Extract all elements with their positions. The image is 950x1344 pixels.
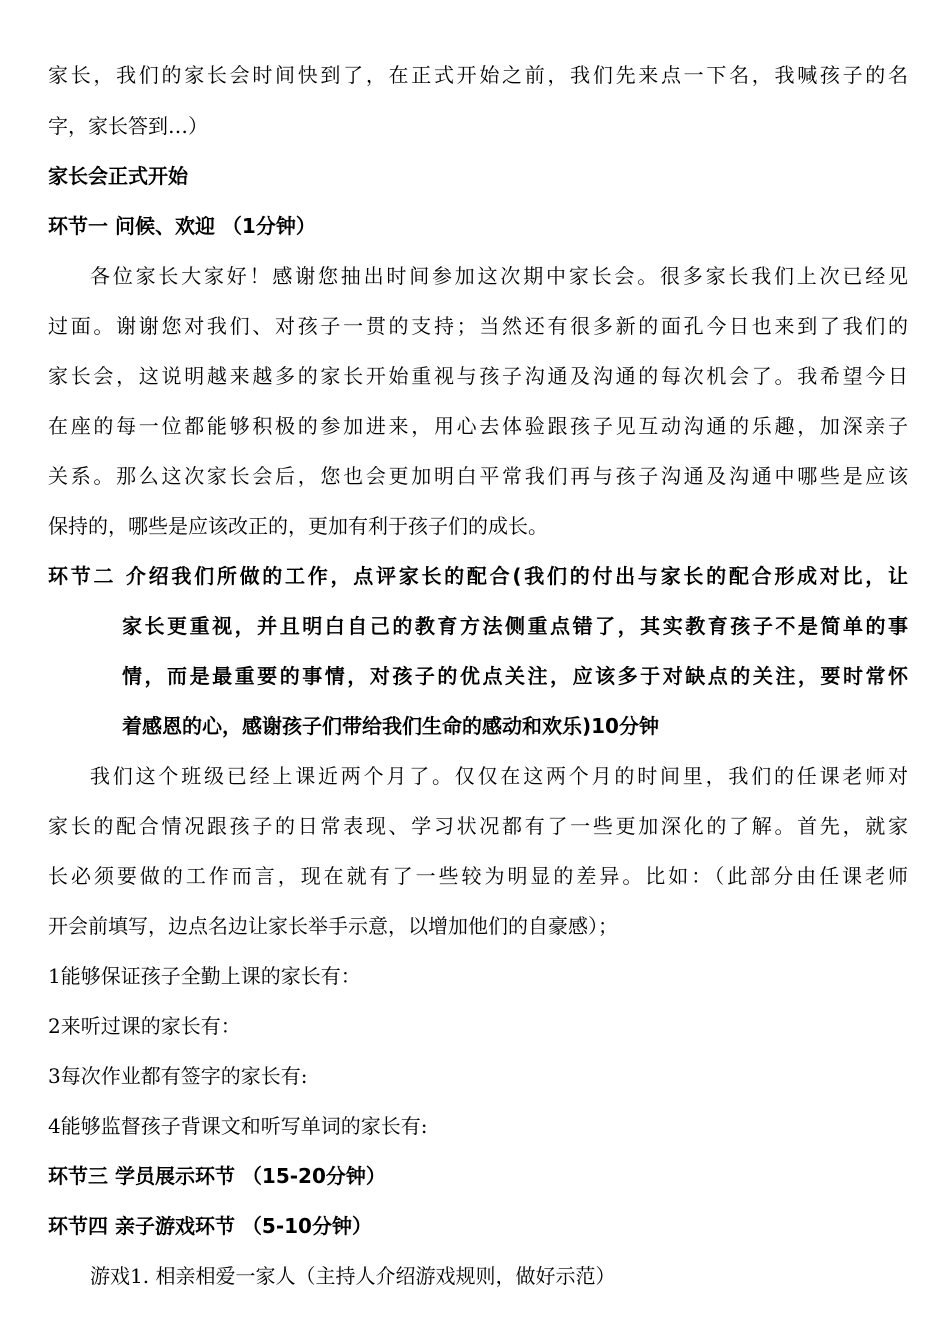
paragraph-line: 家长，我们的家长会时间快到了，在正式开始之前，我们先来点一下名，我喊孩子的名 <box>48 63 908 87</box>
section-heading: 环节四 亲子游戏环节 （5-10分钟） <box>48 1214 372 1238</box>
list-item: 1能够保证孩子全勤上课的家长有： <box>48 964 361 988</box>
paragraph-line: 过面。谢谢您对我们、对孩子一贯的支持；当然还有很多新的面孔今日也来到了我们的 <box>48 314 908 338</box>
paragraph-line: 各位家长大家好！感谢您抽出时间参加这次期中家长会。很多家长我们上次已经见 <box>90 264 908 288</box>
paragraph-line: 保持的，哪些是应该改正的，更加有利于孩子们的成长。 <box>48 514 548 538</box>
section-heading: 环节一 问候、欢迎 （1分钟） <box>48 214 316 238</box>
paragraph-line: 关系。那么这次家长会后，您也会更加明白平常我们再与孩子沟通及沟通中哪些是应该 <box>48 464 908 488</box>
section-heading-continuation: 着感恩的心，感谢孩子们带给我们生命的感动和欢乐)10分钟 <box>122 714 659 738</box>
paragraph-line: 在座的每一位都能够积极的参加进来，用心去体验跟孩子见互动沟通的乐趣，加深亲子 <box>48 414 908 438</box>
list-item: 2来听过课的家长有： <box>48 1014 241 1038</box>
paragraph-line: 长必须要做的工作而言，现在就有了一些较为明显的差异。比如：（此部分由任课老师 <box>48 864 908 888</box>
paragraph-line: 家长的配合情况跟孩子的日常表现、学习状况都有了一些更加深化的了解。首先，就家 <box>48 814 908 838</box>
paragraph-line: 家长会，这说明越来越多的家长开始重视与孩子沟通及沟通的每次机会了。我希望今日 <box>48 364 908 388</box>
list-item: 4能够监督孩子背课文和听写单词的家长有: <box>48 1114 428 1138</box>
paragraph-line: 我们这个班级已经上课近两个月了。仅仅在这两个月的时间里，我们的任课老师对 <box>90 764 908 788</box>
section-heading: 家长会正式开始 <box>48 164 188 188</box>
paragraph-line: 字，家长答到…） <box>48 114 208 138</box>
list-item: 3每次作业都有签字的家长有: <box>48 1064 308 1088</box>
section-heading-continuation: 情，而是最重要的事情，对孩子的优点关注，应该多于对缺点的关注，要时常怀 <box>122 664 908 688</box>
section-heading: 环节三 学员展示环节 （15-20分钟） <box>48 1164 386 1188</box>
section-heading: 环节二 介绍我们所做的工作，点评家长的配合(我们的付出与家长的配合形成对比，让 <box>48 564 908 588</box>
paragraph-line: 游戏1. 相亲相爱一家人（主持人介绍游戏规则，做好示范） <box>90 1264 616 1288</box>
section-heading-continuation: 家长更重视，并且明白自己的教育方法侧重点错了，其实教育孩子不是简单的事 <box>122 614 908 638</box>
paragraph-line: 开会前填写，边点名边让家长举手示意，以增加他们的自豪感）； <box>48 914 618 938</box>
